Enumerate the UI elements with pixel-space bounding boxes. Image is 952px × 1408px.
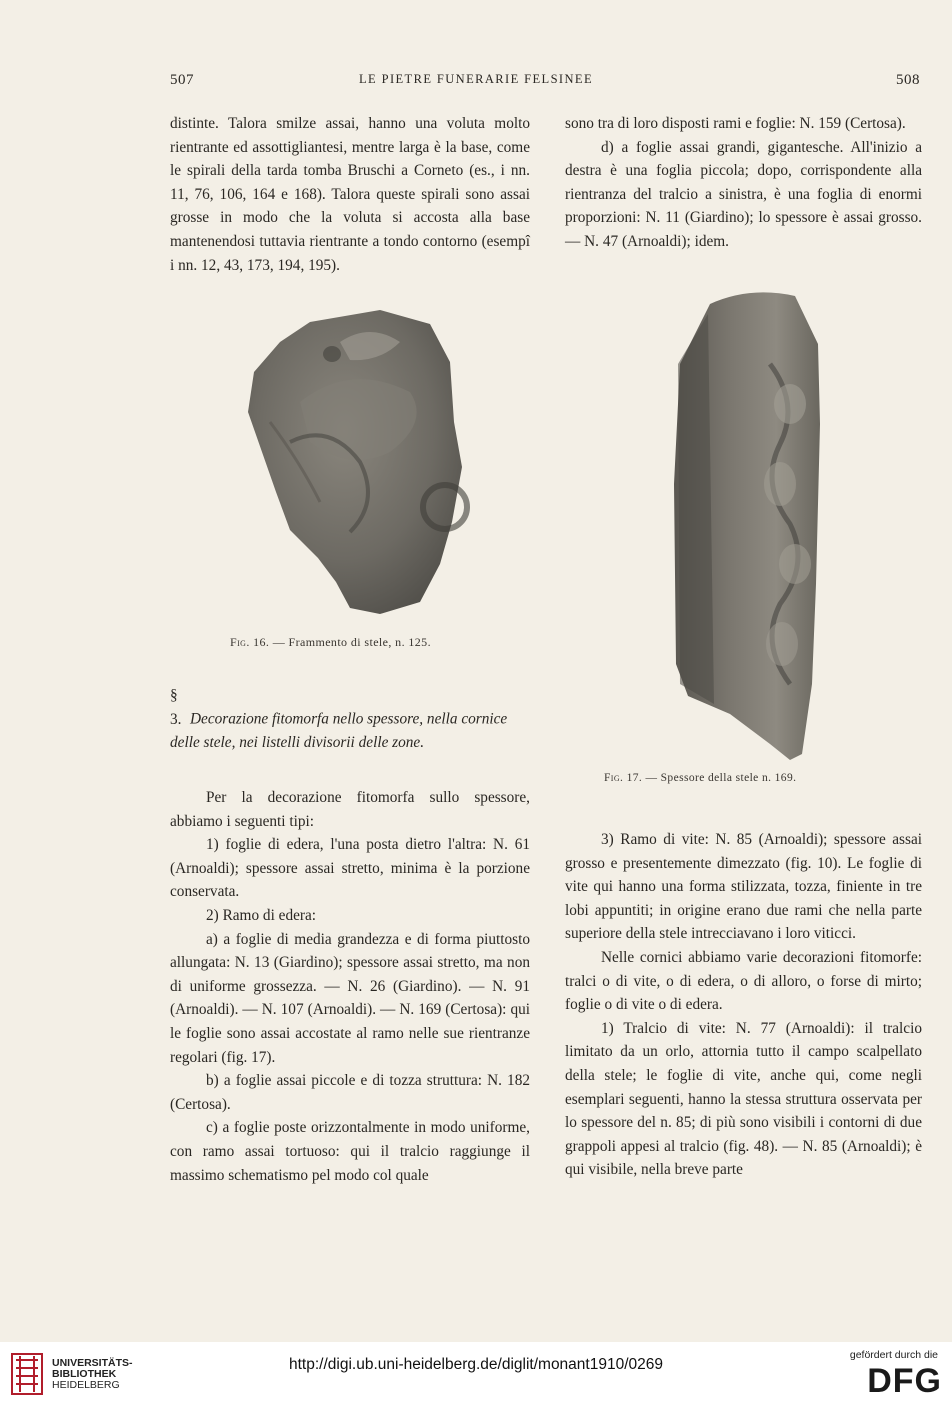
left-column-top: [170, 112, 530, 277]
paragraph: Per la decorazione fitomorfa sullo spessore, abbiamo i seguenti tipi:: [170, 789, 530, 830]
figure-17-caption: Fig. 17. — Spessore della stele n. 169.: [604, 772, 797, 784]
funding-note: gefördert durch die: [849, 1349, 938, 1361]
paragraph: a) a foglie di media grandezza e di forma piuttosto allungata: N. 13 (Giardino); spessore assai stretto, ma non di uniforme grossezza. — N. 26 (Giardino). — N. 91 (Arnoaldi). — N. 107 (Arnoaldi). — N. 169 (Certosa): qui le foglie sono assai accostate al ramo nelle sue rientranze regolari (fig. 17).: [170, 930, 530, 1066]
page-number-left: 507: [170, 72, 194, 88]
paragraph: 3) Ramo di vite: N. 85 (Arnoaldi); spessore assai grosso e presentemente dimezzato (fig. 10). Le foglie di vite qui hanno una forma stilizzata, tozza, finiente in tre lobi appuntiti; in origine erano due rami che nella parte superiore della stele intrecciavano i loro viticci.: [565, 831, 922, 943]
paragraph: 1) foglie di edera, l'una posta dietro l'altra: N. 61 (Arnoaldi); spessore assai stretto, minima è la porzione conservata.: [170, 836, 530, 901]
paragraph: distinte. Talora smilze assai, hanno una voluta molto rientrante ed assottigliantesi, mentre larga è la base, come le spirali della tarda tomba Bruschi a Corneto (es., i nn. 11, 76, 106, 164 e 168). Talora queste spirali sono assai grosse in modo che la voluta si accosta alla base mantenendosi tuttavia rientrante a tondo contorno (esempî i nn. 12, 43, 173, 194, 195).: [170, 115, 530, 274]
left-column-bottom: [170, 786, 530, 1187]
source-url-link[interactable]: http://digi.ub.uni-heidelberg.de/diglit/monant1910/0269: [289, 1356, 663, 1373]
section-symbol: § 3.: [170, 687, 182, 728]
section-title: Decorazione fitomorfa nello spessore, nella cornice delle stele, nei listelli divisorii delle zone.: [170, 710, 508, 752]
figure-16-stele-fragment: [240, 302, 470, 618]
library-name: UNIVERSITÄTS- BIBLIOTHEK HEIDELBERG: [52, 1357, 133, 1391]
paragraph: b) a foglie assai piccole e di tozza struttura: N. 182 (Certosa).: [170, 1072, 530, 1113]
page-number-right: 508: [896, 72, 920, 88]
dfg-logo: DFG: [867, 1362, 942, 1400]
paragraph: 1) Tralcio di vite: N. 77 (Arnoaldi): il tralcio limitato da un orlo, attornia tutto il campo scalpellato della stele; le foglie di vite, anche qui, come negli esemplari seguenti, hanno la stessa struttura osservata per lo spessore del n. 85; di più sono visibili i contorni di due grappoli appesi al tralcio (fig. 48). — N. 85 (Arnoaldi); è qui visibile, nella breve parte: [565, 1019, 922, 1179]
paragraph: Nelle cornici abbiamo varie decorazioni fitomorfe: tralci o di vite, o di edera, o di alloro, o forse di mirto; foglie o di vite o di edera.: [565, 948, 922, 1014]
section-heading: [170, 684, 530, 755]
footer-band: [0, 1342, 952, 1408]
paragraph: d) a foglie assai grandi, gigantesche. All'inizio a destra è una foglia piccola; dopo, corrispondente alla rientranza del tralcio a sinistra, è una foglia di enormi proporzioni: N. 11 (Giardino); lo spessore è assai grosso. — N. 47 (Arnoaldi); idem.: [565, 138, 922, 250]
paragraph: c) a foglie poste orizzontalmente in modo uniforme, con ramo assai tortuoso: qui il tralcio raggiunge il massimo schematismo pel modo col quale: [170, 1119, 530, 1184]
figure-16-caption: Fig. 16. — Frammento di stele, n. 125.: [230, 635, 431, 649]
paragraph: sono tra di loro disposti rami e foglie: N. 159 (Certosa).: [565, 115, 906, 132]
running-title: LE PIETRE FUNERARIE FELSINEE: [359, 72, 593, 86]
right-column-bottom: [565, 828, 922, 1182]
paragraph: 2) Ramo di edera:: [206, 906, 317, 924]
figure-17-stele-thickness: [670, 284, 830, 764]
right-column-top: [565, 112, 922, 254]
